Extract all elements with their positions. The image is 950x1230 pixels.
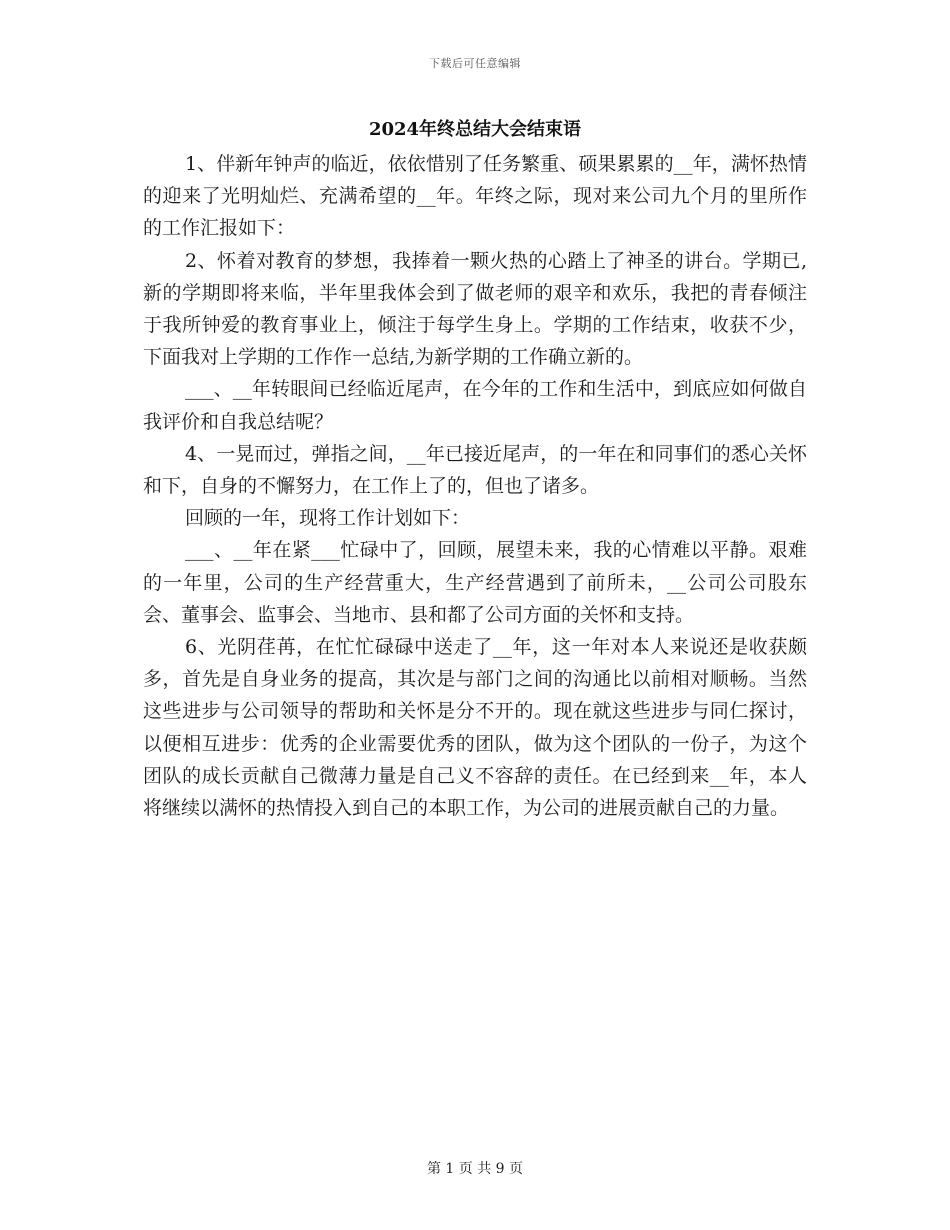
paragraph-2: 2、怀着对教育的梦想，我捧着一颗火热的心踏上了神圣的讲台。学期已,新的学期即将来临，半年里我体会到了做老师的艰辛和欢乐，我把的青春倾注于我所钟爱的教育事业上，倾注于每学生身上。学期的工作结束，收获不少，下面我对上学期的工作作一总结,为新学期的工作确立新的。 (143, 249, 807, 369)
document-title: 2024年终总结大会结束语 (368, 119, 582, 140)
page-number-indicator: 第 1 页 共 9 页 (426, 1161, 524, 1177)
document-body (143, 148, 807, 824)
paragraph-1: 1、伴新年钟声的临近，依依惜别了任务繁重、硕果累累的__年，满怀热情的迎来了光明灿烂、充满希望的__年。年终之际，现对来公司九个月的里所作的工作汇报如下： (143, 153, 807, 240)
paragraph-6: ___、__年在紧___忙碌中了，回顾，展望未来，我的心情难以平静。艰难的一年里，公司的生产经营重大，生产经营遇到了前所未，__公司公司股东会、董事会、监事会、当地市、县和都了公司方面的关怀和支持。 (143, 539, 807, 626)
page-header-note: 下载后可任意编辑 (429, 57, 521, 70)
paragraph-3: ___、__年转眼间已经临近尾声，在今年的工作和生活中，到底应如何做自我评价和自我总结呢？ (143, 378, 807, 433)
paragraph-7: 6、光阴荏苒，在忙忙碌碌中送走了__年，这一年对本人来说还是收获颇多，首先是自身业务的提高，其次是与部门之间的沟通比以前相对顺畅。当然这些进步与公司领导的帮助和关怀是分不开的。现在就这些进步与同仁探讨，以便相互进步：优秀的企业需要优秀的团队，做为这个团队的一份子，为这个团队的成长贡献自己微薄力量是自己义不容辞的责任。在已经到来__年，本人将继续以满怀的热情投入到自己的本职工作，为公司的进展贡献自己的力量。 (143, 636, 807, 820)
paragraph-4: 4、一晃而过，弹指之间，__年已接近尾声，的一年在和同事们的悉心关怀和下，自身的不懈努力，在工作上了的，但也了诸多。 (143, 442, 807, 498)
paragraph-5: 回顾的一年，现将工作计划如下： (185, 507, 471, 530)
